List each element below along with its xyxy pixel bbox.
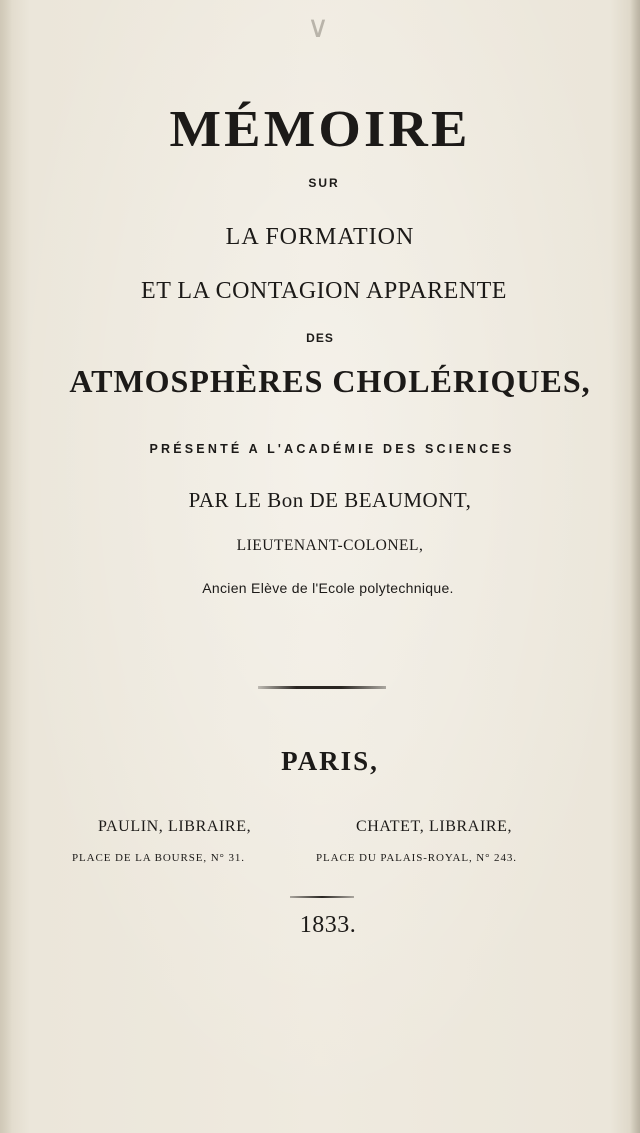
author-school: Ancien Elève de l'Ecole polytechnique.	[202, 580, 454, 596]
address-right: PLACE DU PALAIS-ROYAL, N° 243.	[316, 852, 517, 864]
presented-line: PRÉSENTÉ A L'ACADÉMIE DES SCIENCES	[149, 442, 515, 456]
title-formation: LA FORMATION	[225, 224, 415, 250]
publisher-left: PAULIN, LIBRAIRE,	[98, 818, 252, 835]
address-left: PLACE DE LA BOURSE, N° 31.	[72, 852, 245, 864]
page-edge-shadow-left	[0, 0, 12, 1133]
title-contagion: ET LA CONTAGION APPARENTE	[141, 278, 507, 304]
author-line: PAR LE Bon DE BEAUMONT,	[188, 488, 472, 512]
title-atmospheres: ATMOSPHÈRES CHOLÉRIQUES,	[69, 363, 591, 399]
page-edge-shadow-right	[630, 0, 640, 1133]
divider-rule	[258, 686, 386, 689]
publisher-right: CHATET, LIBRAIRE,	[356, 818, 513, 835]
title-memoire: MÉMOIRE	[169, 101, 471, 158]
divider-rule-small	[290, 896, 354, 898]
author-rank: LIEUTENANT-COLONEL,	[236, 537, 424, 554]
title-des: DES	[306, 331, 334, 345]
imprint-year: 1833.	[299, 912, 357, 938]
title-sur: SUR	[308, 176, 340, 190]
imprint-city: PARIS,	[281, 746, 379, 776]
pencil-mark-icon: ∨	[307, 10, 329, 45]
